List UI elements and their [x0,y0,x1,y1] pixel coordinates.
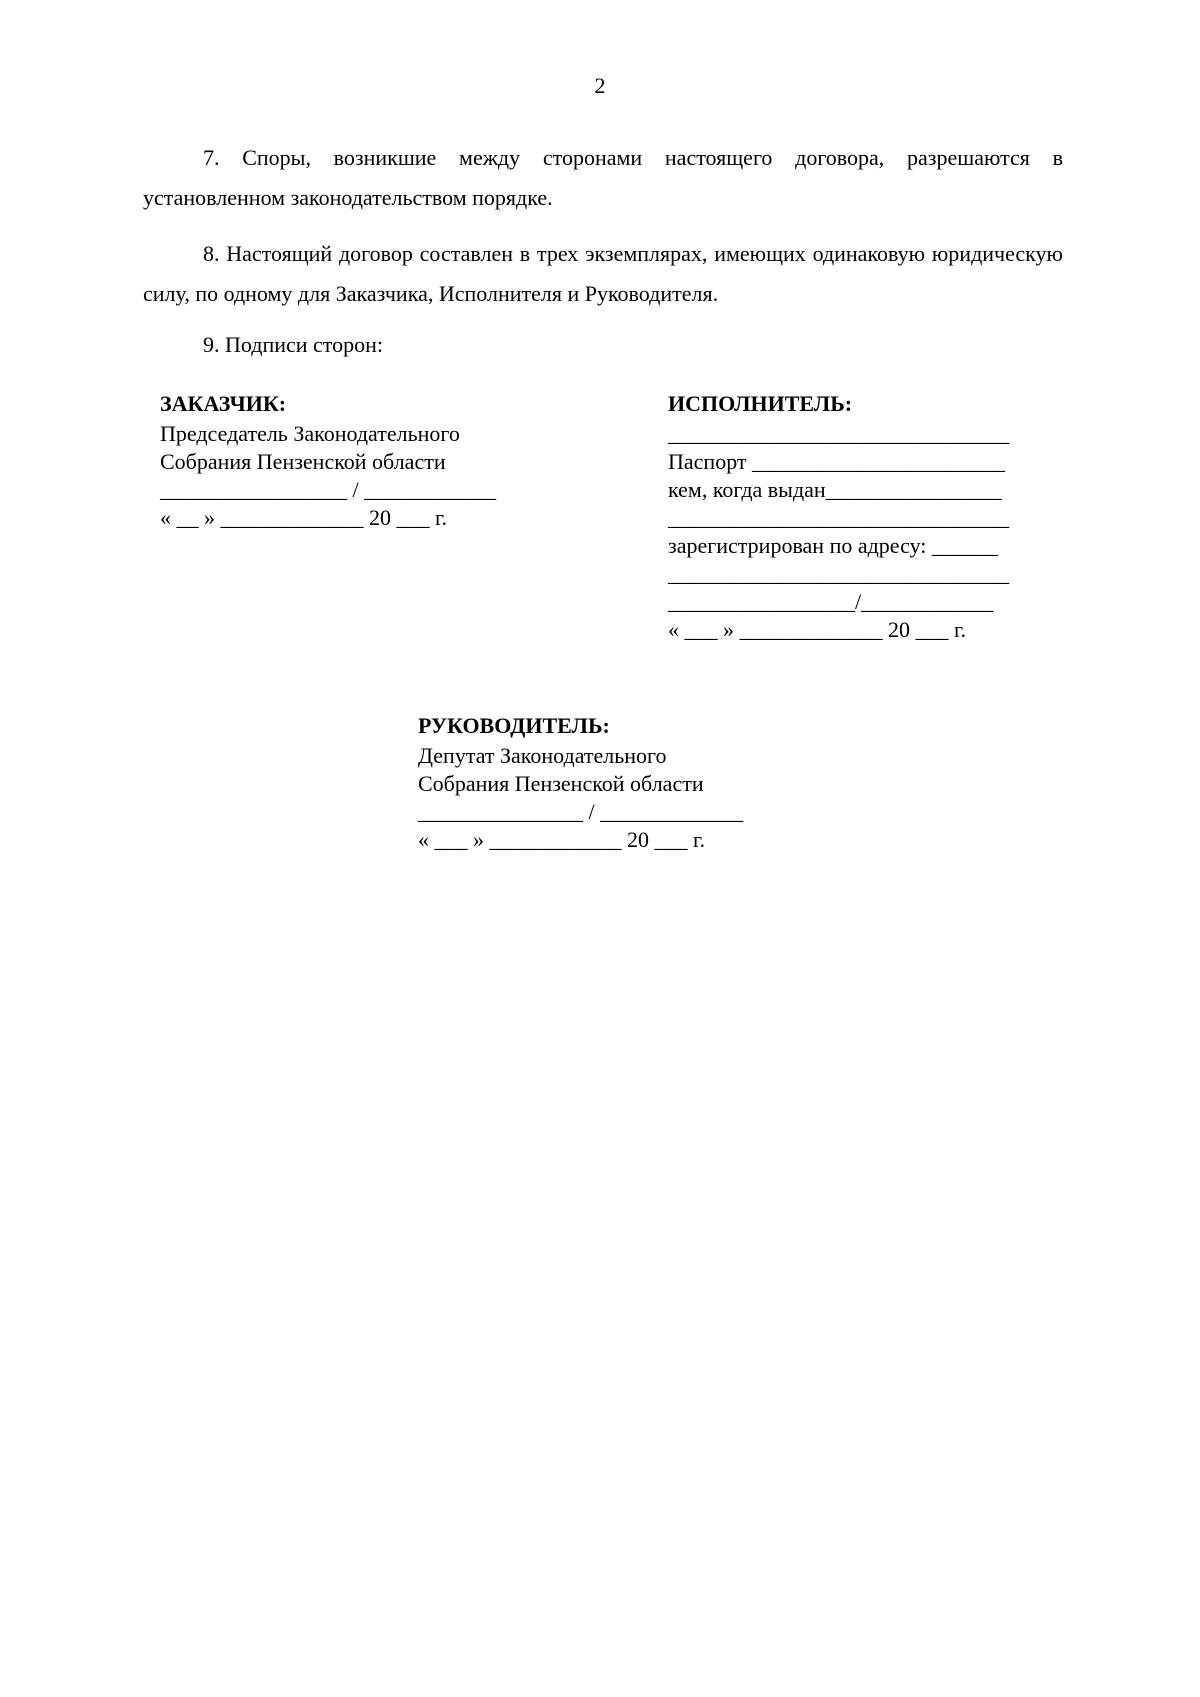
executor-passport-line: Паспорт _______________________ [668,449,1006,474]
clause-9-signatures-heading: 9. Подписи сторон: [203,332,384,357]
page-number: 2 [594,73,606,98]
executor-issued-line: кем, когда выдан________________ [668,477,1002,502]
supervisor-signature-line: _______________ / _____________ [418,799,744,824]
customer-signature-line: _________________ / ____________ [160,477,497,502]
executor-issued-continuation-line: _______________________________ [668,505,1009,530]
executor-date-line: « ___ » _____________ 20 ___ г. [668,617,967,642]
supervisor-signature-block [418,712,743,854]
customer-date-line: « __ » _____________ 20 ___ г. [160,505,448,530]
customer-position-line-2: Собрания Пензенской области [160,449,446,474]
customer-signature-block [160,390,496,532]
executor-address-continuation-line: _______________________________ [668,561,1009,586]
executor-name-line: _______________________________ [668,421,1009,446]
supervisor-date-line: « ___ » ____________ 20 ___ г. [418,827,706,852]
executor-heading: ИСПОЛНИТЕЛЬ: [668,391,853,416]
customer-position-line-1: Председатель Законодательного [160,421,460,446]
supervisor-heading: РУКОВОДИТЕЛЬ: [418,713,610,738]
executor-address-line: зарегистрирован по адресу: ______ [668,533,998,558]
clause-8-copies: 8. Настоящий договор составлен в трех экземплярах, имеющих одинаковую юридическую силу, по одному для Заказчика, Исполнителя и Руководителя. [143,241,1063,306]
supervisor-position-line-2: Собрания Пензенской области [418,771,704,796]
executor-signature-block [668,390,1009,644]
supervisor-position-line-1: Депутат Законодательного [418,743,667,768]
clause-7-disputes: 7. Споры, возникшие между сторонами настоящего договора, разрешаются в установленном законодательством порядке. [143,145,1063,210]
executor-signature-line: _________________/____________ [668,589,994,614]
customer-heading: ЗАКАЗЧИК: [160,391,287,416]
